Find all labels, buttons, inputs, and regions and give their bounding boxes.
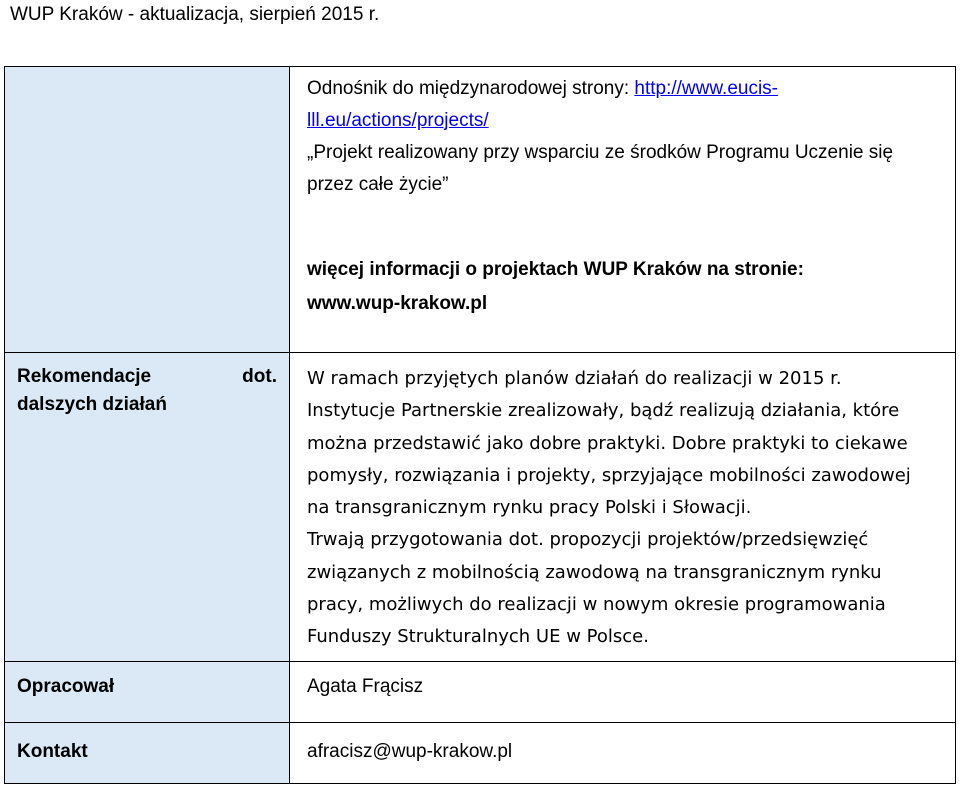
link-prefix: Odnośnik do międzynarodowej strony:	[307, 78, 635, 99]
rec-line: można przedstawić jako dobre praktyki. Dobre praktyki to ciekawe	[307, 432, 908, 454]
more-info-line1: więcej informacji o projektach WUP Kraków na stronie:	[307, 259, 804, 280]
rec-line: pracy, możliwych do realizacji w nowym okresie programowania	[307, 594, 886, 616]
rec-line: Trwają przygotowania dot. propozycji projektów/przedsięwzięć	[307, 529, 869, 551]
international-link-line	[307, 73, 941, 137]
international-site-link-part2[interactable]: lll.eu/actions/projects/	[307, 110, 489, 131]
project-link-row	[5, 67, 956, 353]
project-note-line2: przez całe życie”	[307, 174, 449, 195]
author-label: Opracował	[17, 676, 115, 697]
recommendations-label-line2: dalszych działań	[17, 394, 167, 415]
author-label-cell	[5, 662, 290, 723]
recommendations-text-cell	[290, 353, 956, 662]
project-info-cell	[290, 67, 956, 353]
rec-line: pomysły, rozwiązania i projekty, sprzyjające mobilności zawodowej	[307, 464, 911, 486]
author-row	[5, 662, 956, 723]
left-cell-empty	[5, 67, 290, 353]
international-site-link-part1[interactable]: http://www.eucis-	[634, 78, 778, 99]
rec-line: W ramach przyjętych planów działań do realizacji w 2015 r.	[307, 368, 842, 389]
contact-row	[5, 723, 956, 784]
recommendations-label-line1: Rekomendacje dot.	[17, 366, 277, 387]
wup-website-text: www.wup-krakow.pl	[307, 293, 488, 314]
project-funding-note	[307, 137, 941, 201]
recommendations-text	[307, 363, 941, 654]
contact-label: Kontakt	[17, 741, 88, 762]
rec-line: Instytucje Partnerskie zrealizowały, bądź realizują działania, które	[307, 400, 900, 422]
rec-line: Funduszy Strukturalnych UE w Polsce.	[307, 626, 649, 648]
contact-value-cell	[290, 723, 956, 784]
author-value-cell	[290, 662, 956, 723]
recommendations-row	[5, 353, 956, 662]
document-table	[4, 66, 956, 784]
more-info-block	[307, 253, 941, 321]
contact-label-cell	[5, 723, 290, 784]
project-note-line1: „Projekt realizowany przy wsparciu ze środków Programu Uczenie się	[307, 142, 894, 163]
rec-line: związanych z mobilnością zawodową na transgranicznym rynku	[307, 561, 882, 583]
rec-line: na transgranicznym rynku pracy Polski i Słowacji.	[307, 497, 752, 519]
author-name: Agata Frącisz	[307, 676, 424, 697]
contact-email: afracisz@wup-krakow.pl	[307, 741, 513, 762]
recommendations-label-cell	[5, 353, 290, 662]
page-header-title: WUP Kraków - aktualizacja, sierpień 2015 r.	[10, 4, 380, 25]
